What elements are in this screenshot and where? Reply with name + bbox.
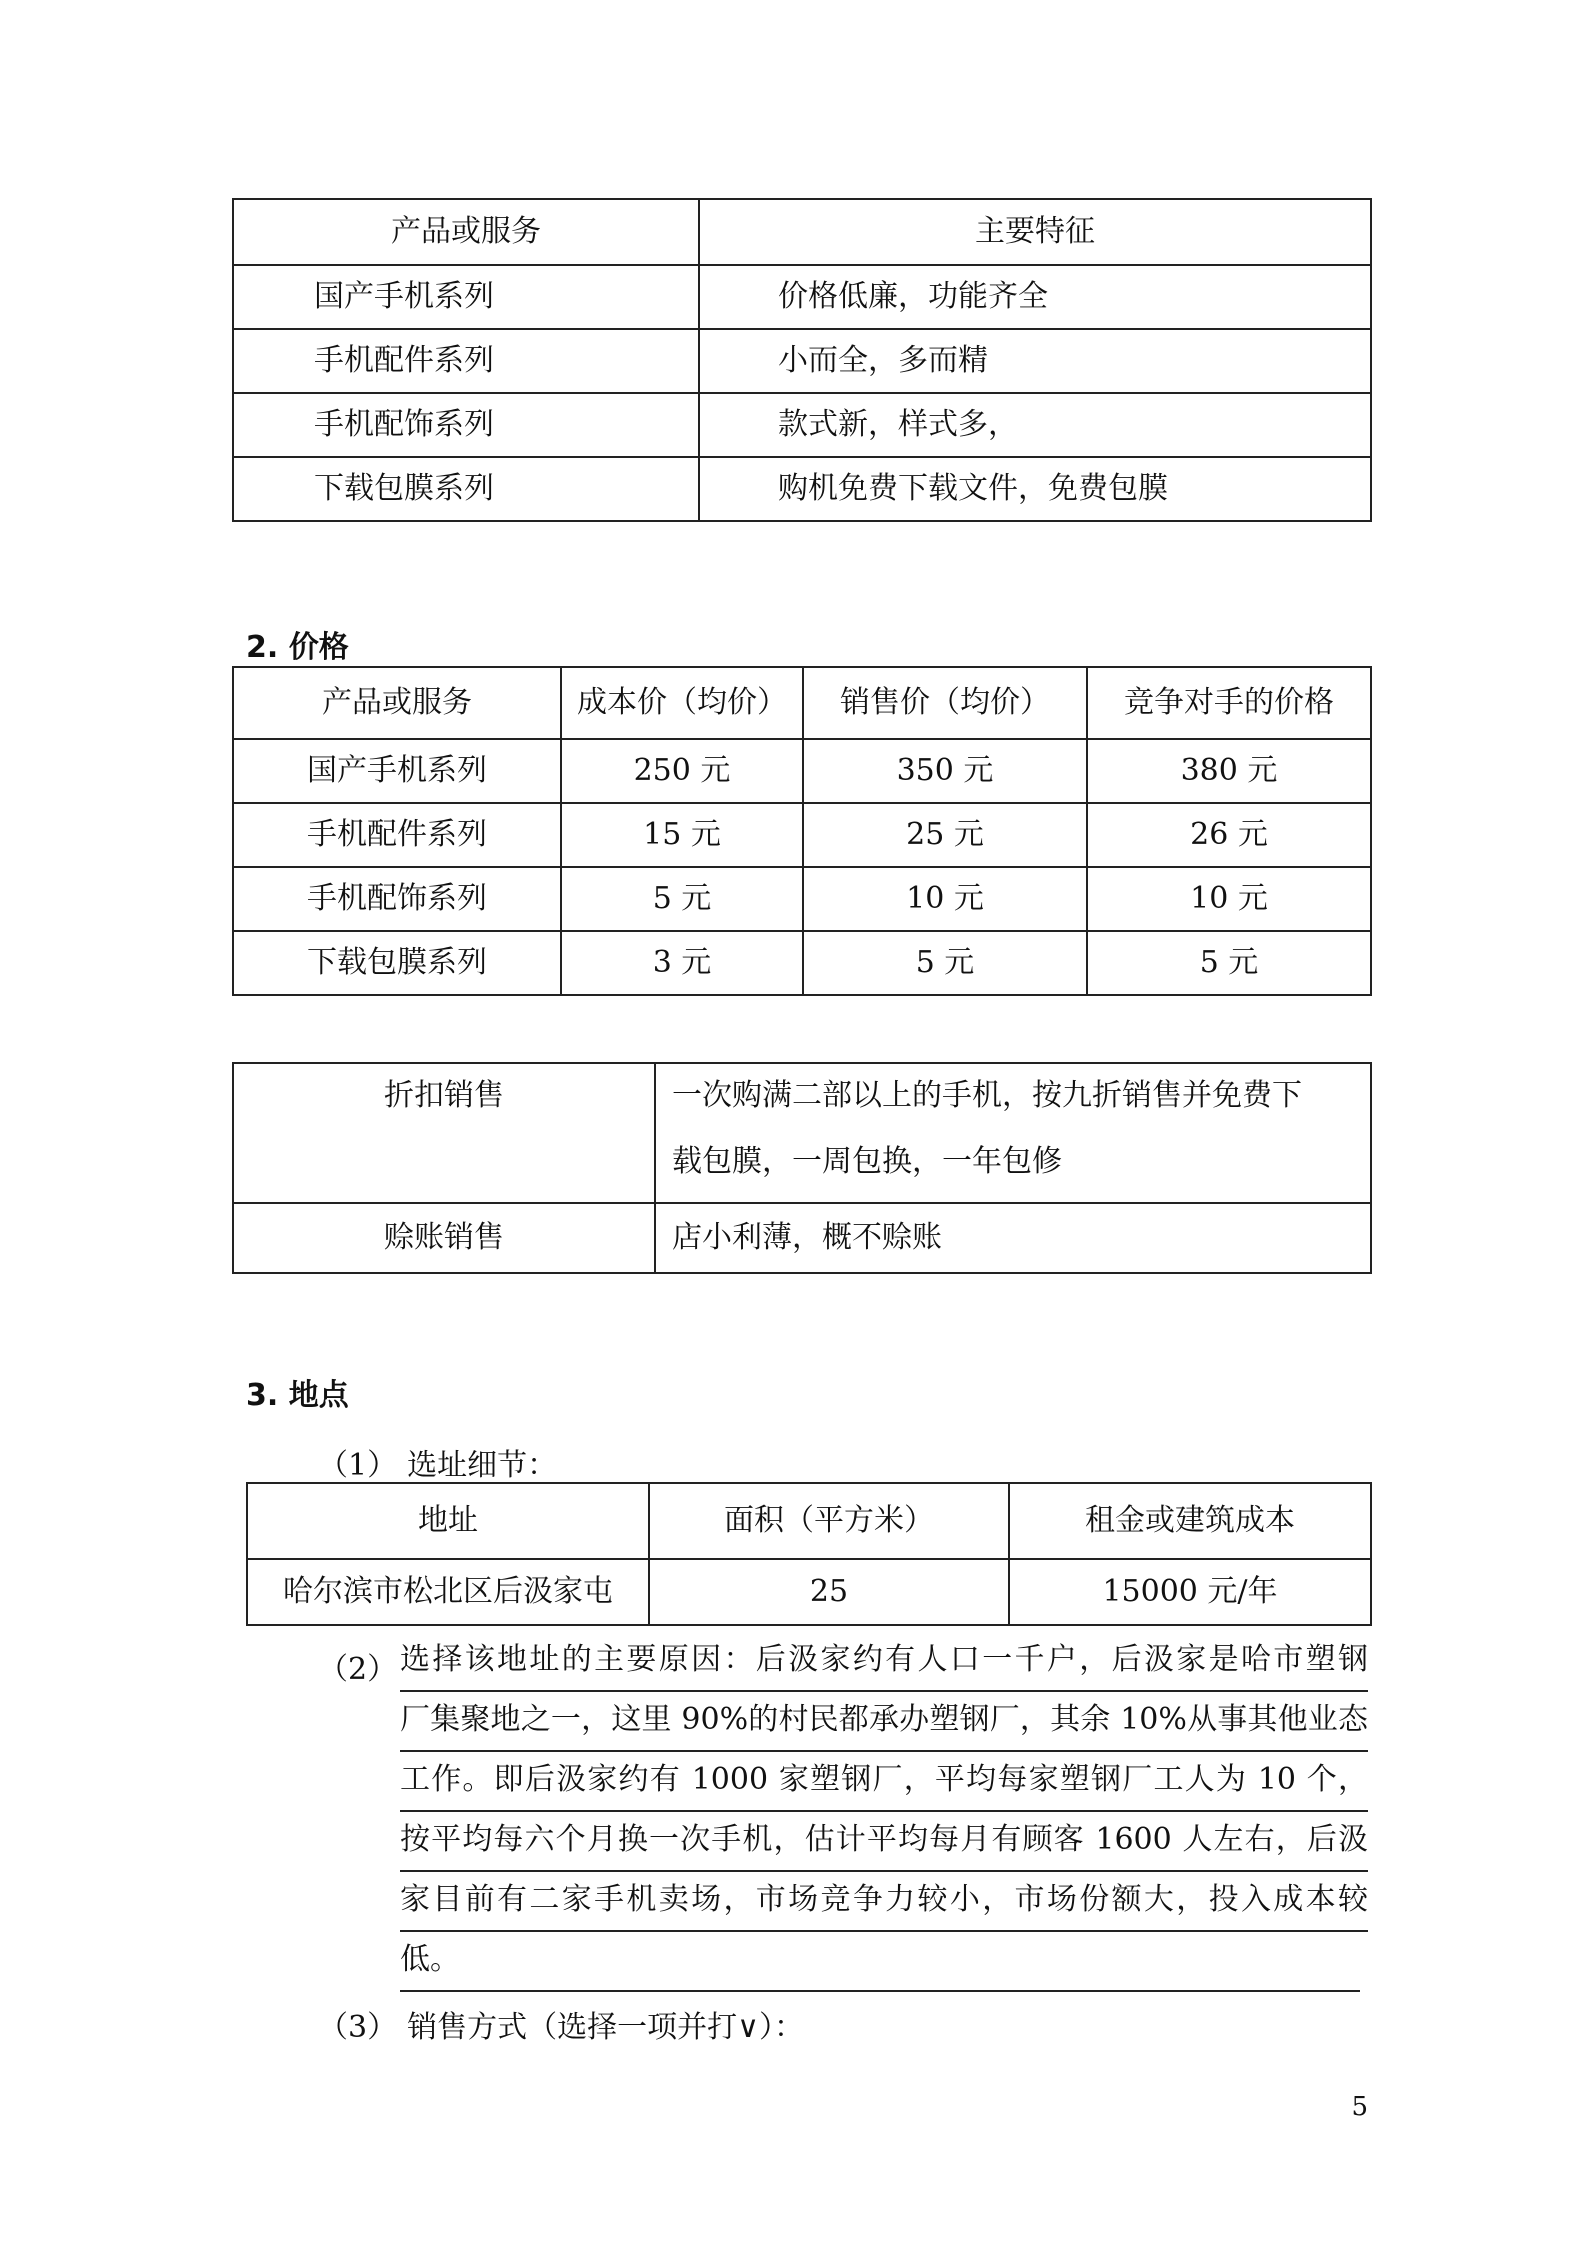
table-cell: 款式新，样式多， [699, 393, 1371, 457]
paragraph-line: 低。 [400, 1930, 1360, 1992]
table-cell: 25 元 [803, 803, 1087, 867]
table-cell: 店小利薄，概不赊账 [655, 1203, 1371, 1273]
paragraph-line: 选择该地址的主要原因：后汲家约有人口一千户，后汲家是哈市塑钢 [400, 1630, 1368, 1692]
header-competitor-price: 竞争对手的价格 [1087, 667, 1371, 739]
table-cell: 5 元 [1087, 931, 1371, 995]
header-address: 地址 [247, 1483, 649, 1559]
table-cell: 5 元 [561, 867, 803, 931]
price-table [232, 666, 1372, 996]
header-cost-price: 成本价（均价） [561, 667, 803, 739]
cell-line: 一次购满二部以上的手机，按九折销售并免费下 [672, 1078, 1302, 1113]
table-cell: 哈尔滨市松北区后汲家屯 [247, 1559, 649, 1625]
header-feature: 主要特征 [699, 199, 1371, 265]
table-cell: 350 元 [803, 739, 1087, 803]
section-title-location: 3. 地点 [246, 1378, 349, 1413]
page-number: 5 [1351, 2092, 1368, 2122]
item-number: （2） [318, 1652, 398, 1687]
paragraph-line: 家目前有二家手机卖场，市场竞争力较小，市场份额大，投入成本较 [400, 1870, 1368, 1932]
table-cell: 购机免费下载文件，免费包膜 [699, 457, 1371, 521]
site-table [246, 1482, 1372, 1626]
item-label: 销售方式（选择一项并打∨）： [407, 2010, 805, 2045]
table-cell: 25 [649, 1559, 1009, 1625]
table-cell: 250 元 [561, 739, 803, 803]
table-cell: 10 元 [803, 867, 1087, 931]
table-cell: 折扣销售 [233, 1063, 655, 1203]
table-cell [655, 1063, 1371, 1203]
header-area: 面积（平方米） [649, 1483, 1009, 1559]
cell-line: 载包膜，一周包换，一年包修 [672, 1144, 1062, 1179]
list-item-sales-method [318, 2002, 804, 2046]
table-cell: 国产手机系列 [233, 739, 561, 803]
list-item-site-details [318, 1440, 557, 1484]
table-cell: 3 元 [561, 931, 803, 995]
table-cell: 手机配件系列 [233, 329, 699, 393]
table-cell: 赊账销售 [233, 1203, 655, 1273]
header-sale-price: 销售价（均价） [803, 667, 1087, 739]
sales-terms-table [232, 1062, 1372, 1274]
table-cell: 380 元 [1087, 739, 1371, 803]
table-cell: 下载包膜系列 [233, 931, 561, 995]
table-cell: 5 元 [803, 931, 1087, 995]
table-cell: 手机配饰系列 [233, 867, 561, 931]
header-rent: 租金或建筑成本 [1009, 1483, 1371, 1559]
item-number: （3） [318, 2010, 398, 2045]
table-cell: 价格低廉，功能齐全 [699, 265, 1371, 329]
table-cell: 下载包膜系列 [233, 457, 699, 521]
table-cell: 国产手机系列 [233, 265, 699, 329]
paragraph-line: 工作。即后汲家约有 1000 家塑钢厂，平均每家塑钢厂工人为 10 个， [400, 1750, 1368, 1812]
table-cell: 手机配件系列 [233, 803, 561, 867]
header-product: 产品或服务 [233, 667, 561, 739]
table-cell: 26 元 [1087, 803, 1371, 867]
section-title-price: 2. 价格 [246, 630, 349, 665]
features-table [232, 198, 1372, 522]
paragraph-line: 厂集聚地之一，这里 90%的村民都承办塑钢厂，其余 10%从事其他业态 [400, 1690, 1368, 1752]
item-label: 选址细节： [407, 1448, 558, 1483]
item-number: （1） [318, 1448, 398, 1483]
table-cell: 15000 元/年 [1009, 1559, 1371, 1625]
table-cell: 15 元 [561, 803, 803, 867]
paragraph-line: 按平均每六个月换一次手机，估计平均每月有顾客 1600 人左右，后汲 [400, 1810, 1368, 1872]
table-cell: 10 元 [1087, 867, 1371, 931]
header-product: 产品或服务 [233, 199, 699, 265]
table-cell: 小而全，多而精 [699, 329, 1371, 393]
table-cell: 手机配饰系列 [233, 393, 699, 457]
